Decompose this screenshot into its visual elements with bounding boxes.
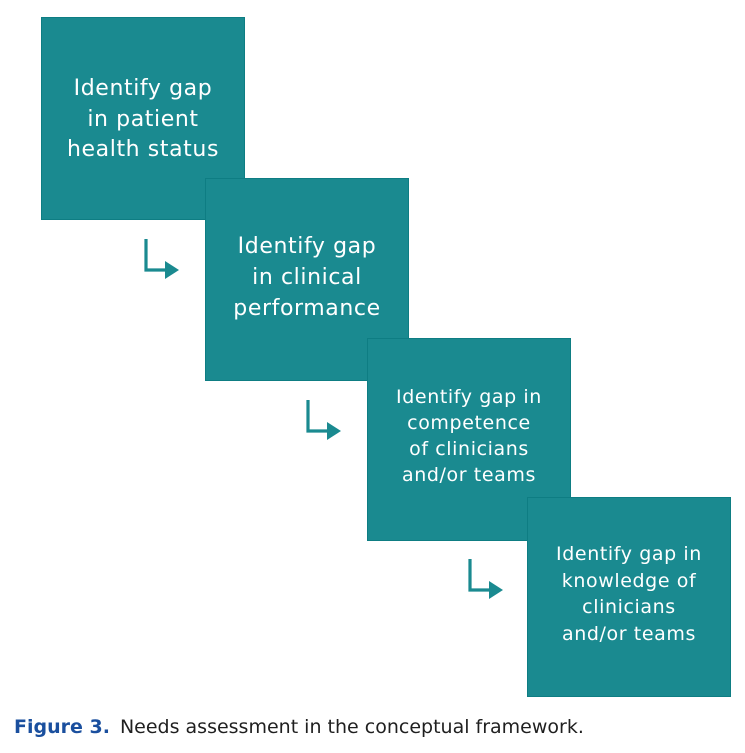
step-label: Identify gap in patient health status [66,76,220,162]
step-label: Identify gap in clinical performance [233,234,381,321]
figure-label: Figure 3. [14,716,110,738]
step-label: Identify gap in knowledge of clinicians and/or teams [556,543,702,645]
step-box-knowledge [527,497,731,697]
turn-right-arrow-icon [134,236,182,284]
figure-caption [14,716,584,738]
turn-right-arrow-icon [296,397,344,445]
turn-right-arrow-icon [458,556,506,604]
caption-text: Needs assessment in the conceptual framework. [119,716,584,738]
step-label: Identify gap in competence of clinicians and/or teams [396,386,542,486]
